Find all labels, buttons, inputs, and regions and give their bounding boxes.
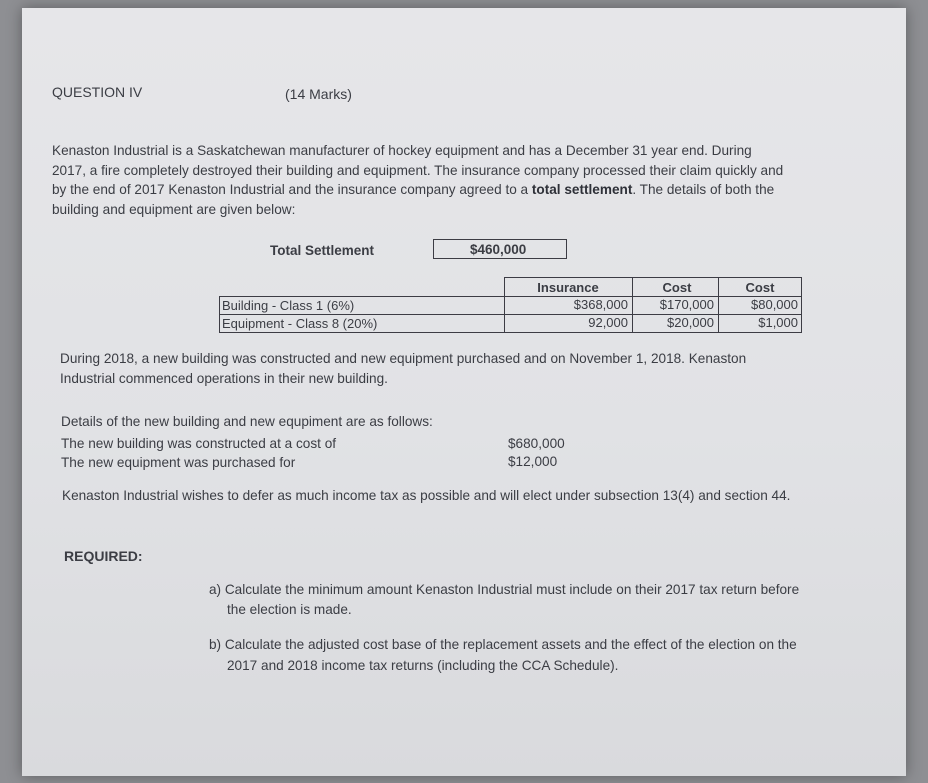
total-settlement-label: Total Settlement bbox=[270, 243, 375, 258]
table-border bbox=[219, 296, 802, 297]
intro-line: building and equipment are given below: bbox=[52, 201, 296, 217]
table-border bbox=[219, 332, 802, 333]
table-border bbox=[219, 314, 802, 315]
construction-paragraph bbox=[60, 349, 746, 389]
election-statement: Kenaston Industrial wishes to defer as much income tax as possible and will elect under subsection 13(4) and section 44. bbox=[62, 488, 791, 503]
table-border bbox=[504, 277, 505, 333]
table-border bbox=[632, 277, 633, 333]
table-cell-cost: $1,000 bbox=[758, 315, 798, 330]
requirement-b-continued: 2017 and 2018 income tax returns (including the CCA Schedule). bbox=[227, 658, 619, 673]
intro-text: . The details of both the bbox=[632, 182, 775, 197]
total-settlement-emphasis: total settlement bbox=[531, 182, 633, 197]
table-header-cost: Cost bbox=[662, 280, 692, 295]
intro-line: Kenaston Industrial is a Saskatchewan manufacturer of hockey equipment and has a December 31 year end. During bbox=[52, 143, 752, 158]
details-intro: Details of the new building and new equpiment are as follows: bbox=[61, 414, 433, 429]
table-cell-cost: $80,000 bbox=[751, 297, 798, 312]
intro-paragraph bbox=[52, 141, 872, 219]
table-cell-cost: $170,000 bbox=[659, 297, 714, 312]
equipment-cost-value: $12,000 bbox=[508, 454, 558, 469]
table-cell-insurance: 92,000 bbox=[588, 315, 628, 330]
table-border bbox=[801, 277, 802, 333]
table-row-label: Equipment - Class 8 (20%) bbox=[222, 316, 378, 331]
paragraph-line: Industrial commenced operations in their new building. bbox=[60, 371, 388, 386]
total-settlement-value: $460,000 bbox=[433, 239, 567, 259]
intro-line bbox=[52, 180, 872, 200]
question-marks: (14 Marks) bbox=[285, 86, 352, 102]
building-cost-value: $680,000 bbox=[508, 436, 565, 451]
requirement-a: a) Calculate the minimum amount Kenaston Industrial must include on their 2017 tax return before bbox=[209, 582, 800, 597]
intro-line: 2017, a fire completely destroyed their building and equipment. The insurance company processed their claim quickly and bbox=[52, 162, 784, 178]
intro-text: by the end of 2017 Kenaston Industrial and the insurance company agreed to a bbox=[52, 182, 532, 197]
question-title: QUESTION IV bbox=[52, 84, 143, 100]
table-border bbox=[718, 277, 719, 333]
table-cell-insurance: $368,000 bbox=[573, 297, 628, 312]
requirement-b: b) Calculate the adjusted cost base of the replacement assets and the effect of the election on the bbox=[209, 637, 797, 652]
required-heading: REQUIRED: bbox=[64, 548, 143, 564]
table-border bbox=[504, 277, 802, 278]
paragraph-line: During 2018, a new building was constructed and new equipment purchased and on November 1, 2018. Kenaston bbox=[60, 351, 747, 366]
table-border bbox=[219, 296, 220, 333]
table-cell-cost: $20,000 bbox=[667, 315, 714, 330]
equipment-cost-label: The new equipment was purchased for bbox=[61, 455, 296, 470]
table-header-cost: Cost bbox=[745, 280, 775, 295]
building-cost-label: The new building was constructed at a cost of bbox=[61, 436, 337, 451]
table-row-label: Building - Class 1 (6%) bbox=[222, 298, 355, 313]
requirement-a-continued: the election is made. bbox=[227, 602, 352, 617]
table-header-insurance: Insurance bbox=[537, 280, 599, 295]
